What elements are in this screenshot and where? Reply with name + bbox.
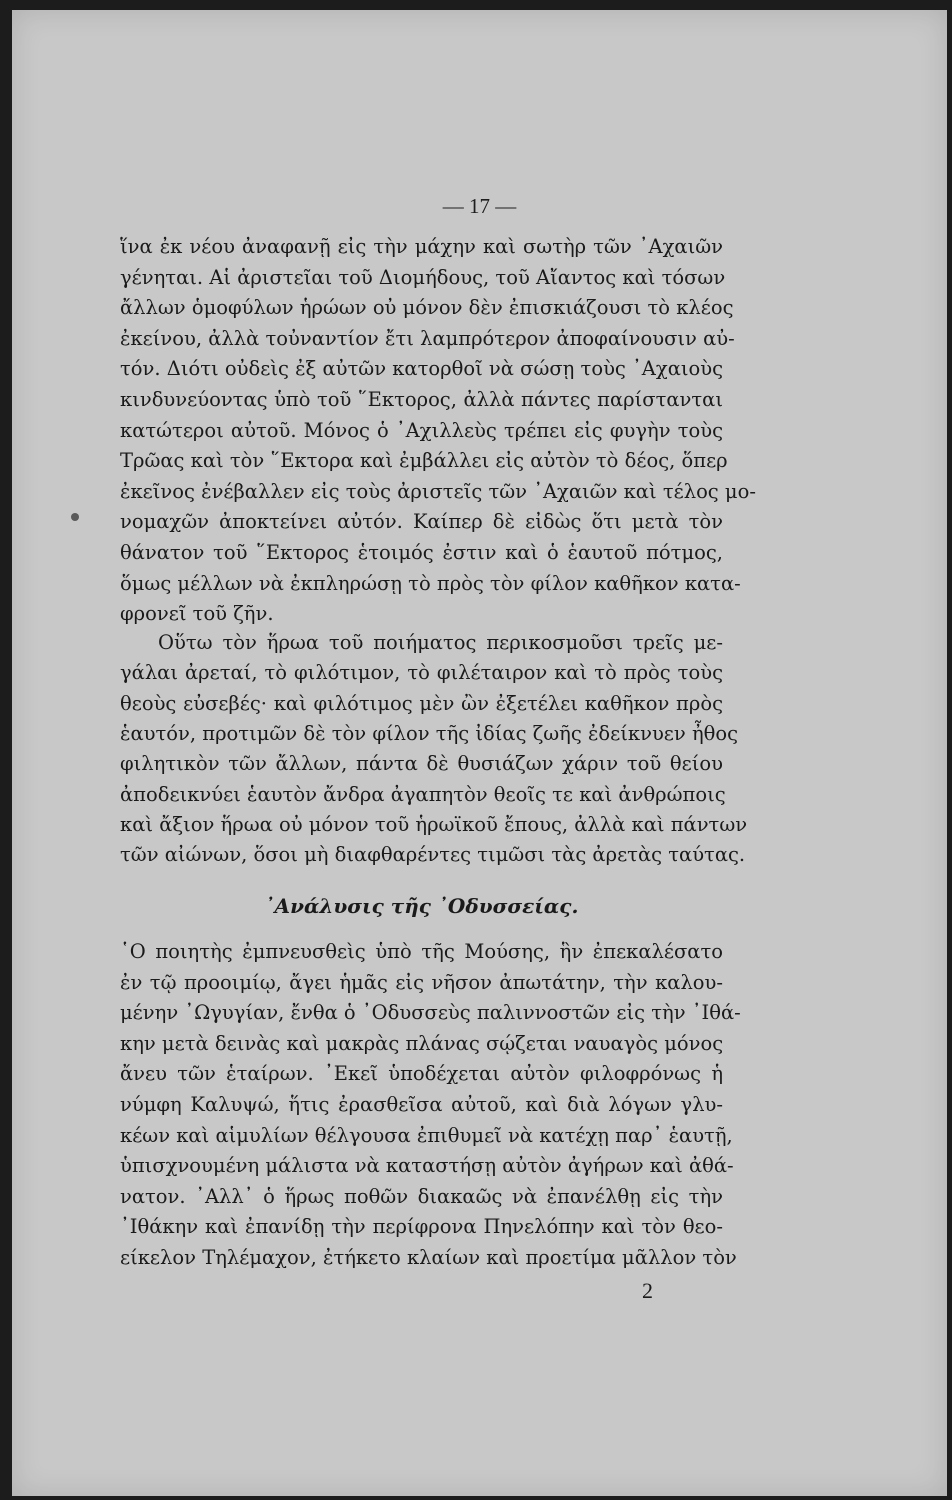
text-line: ῾Ο ποιητὴς ἐμπνευσθεὶς ὑπὸ τῆς Μούσης, ἣν ἐπεκαλέσατο [120, 940, 723, 963]
text-line: ὅμως μέλλων νὰ ἐκπληρώσῃ τὸ πρὸς τὸν φίλον καθῆκον κατα- [120, 571, 741, 595]
text-line: κην μετὰ δεινὰς καὶ μακρὰς πλάνας σῴζεται ναυαγὸς μόνος [120, 1031, 724, 1055]
text-line: τόν. Διότι οὐδεὶς ἐξ αὐτῶν κατορθοῖ νὰ σώσῃ τοὺς ᾿Αχαιοὺς [120, 357, 724, 381]
text-line: μένην ᾿Ωγυγίαν, ἔνθα ὁ ᾿Οδυσσεὺς παλιννοστῶν εἰς τὴν ᾿Ιθά- [120, 1001, 741, 1025]
text-line: νατον. ᾿Αλλ᾿ ὁ ἥρως ποθῶν διακαῶς νὰ ἐπανέλθῃ εἰς τὴν [120, 1184, 723, 1208]
text-line: νομαχῶν ἀποκτείνει αὐτόν. Καίπερ δὲ εἰδὼς ὅτι μετὰ τὸν [120, 510, 723, 534]
text-line: Οὕτω τὸν ἥρωα τοῦ ποιήματος περικοσμοῦσι τρεῖς με- [158, 631, 723, 654]
text-line: τῶν αἰώνων, ὅσοι μὴ διαφθαρέντες τιμῶσι τὰς ἀρετὰς ταύτας. [120, 843, 746, 867]
text-line: ἄλλων ὁμοφύλων ἡρώων οὐ μόνον δὲν ἐπισκιάζουσι τὸ κλέος [120, 296, 734, 320]
text-line: φιλητικὸν τῶν ἄλλων, πάντα δὲ θυσιάζων χάριν τοῦ θείου [120, 752, 723, 776]
text-line: είκελον Τηλέμαχον, ἐτήκετο κλαίων καὶ προετίμα μᾶλλον τὸν [120, 1246, 737, 1269]
ink-speck [71, 513, 79, 521]
text-line: ἑαυτόν, προτιμῶν δὲ τὸν φίλον τῆς ἰδίας ζωῆς ἐδείκνυεν ἦθος [120, 721, 739, 745]
text-line: καὶ ἄξιον ἥρωα οὐ μόνον τοῦ ἡρωϊκοῦ ἔπους, ἀλλὰ καὶ πάντων [120, 812, 748, 836]
text-line: Τρῶας καὶ τὸν ῞Εκτορα καὶ ἐμβάλλει εἰς αὐτὸν τὸ δέος, ὅπερ [120, 449, 728, 473]
paper-sheet [12, 10, 947, 1496]
text-line: ἐκείνου, ἀλλὰ τοὐναντίον ἔτι λαμπρότερον ἀποφαίνουσιν αὐ- [120, 326, 735, 350]
text-line: θεοὺς εὐσεβές· καὶ φιλότιμος μὲν ὢν ἐξετέλει καθῆκον πρὸς [120, 691, 723, 715]
text-line: κέων καὶ αἱμυλίων θέλγουσα ἐπιθυμεῖ νὰ κατέχῃ παρ᾿ ἑαυτῇ, [120, 1123, 733, 1147]
text-line: γένηται. Αἱ ἀριστεῖαι τοῦ Διομήδους, τοῦ Αἴαντος καὶ τόσων [120, 265, 726, 289]
text-line: γάλαι ἀρεταί, τὸ φιλότιμον, τὸ φιλέταιρον καὶ τὸ πρὸς τοὺς [120, 661, 723, 685]
signature-mark: 2 [642, 1278, 653, 1303]
text-line: ἄνευ τῶν ἑταίρων. ᾿Εκεῖ ὑποδέχεται αὐτὸν φιλοφρόνως ἡ [120, 1062, 723, 1086]
text-line: φρονεῖ τοῦ ζῆν. [120, 602, 274, 626]
text-line: κινδυνεύοντας ὑπὸ τοῦ ῞Εκτορος, ἀλλὰ πάντες παρίστανται [120, 388, 723, 411]
text-line: κατώτεροι αὐτοῦ. Μόνος ὁ ᾿Αχιλλεὺς τρέπει εἰς φυγὴν τοὺς [120, 418, 723, 442]
text-line: ᾿Ιθάκην καὶ ἐπανίδῃ τὴν περίφρονα Πηνελόπην καὶ τὸν θεο- [120, 1215, 723, 1239]
text-line: ἐκεῖνος ἐνέβαλλεν εἰς τοὺς ἀριστεῖς τῶν ᾿Αχαιῶν καὶ τέλος μο- [120, 479, 756, 503]
text-line: ἐν τῷ προοιμίῳ, ἄγει ἡμᾶς εἰς νῆσον ἀπωτάτην, τὴν καλου- [120, 970, 723, 994]
text-line: ὑπισχνουμένη μάλιστα νὰ καταστήσῃ αὐτὸν ἀγήρων καὶ ἀθά- [120, 1154, 734, 1178]
text-line: νύμφη Καλυψώ, ἥτις ἐρασθεῖσα αὐτοῦ, καὶ διὰ λόγων γλυ- [120, 1093, 723, 1116]
text-line: θάνατον τοῦ ῞Εκτορος ἑτοιμός ἐστιν καὶ ὁ ἑαυτοῦ πότμος, [120, 541, 723, 564]
section-heading: ᾿Ανάλυσις τῆς ᾿Οδυσσείας. [264, 894, 579, 918]
page-number: — 17 — [442, 194, 517, 218]
text-line: ἵνα ἐκ νέου ἀναφανῇ εἰς τὴν μάχην καὶ σωτὴρ τῶν ᾿Αχαιῶν [120, 235, 723, 258]
text-line: ἀποδεικνύει ἑαυτὸν ἄνδρα ἀγαπητὸν θεοῖς τε καὶ ἀνθρώποις [120, 782, 726, 806]
